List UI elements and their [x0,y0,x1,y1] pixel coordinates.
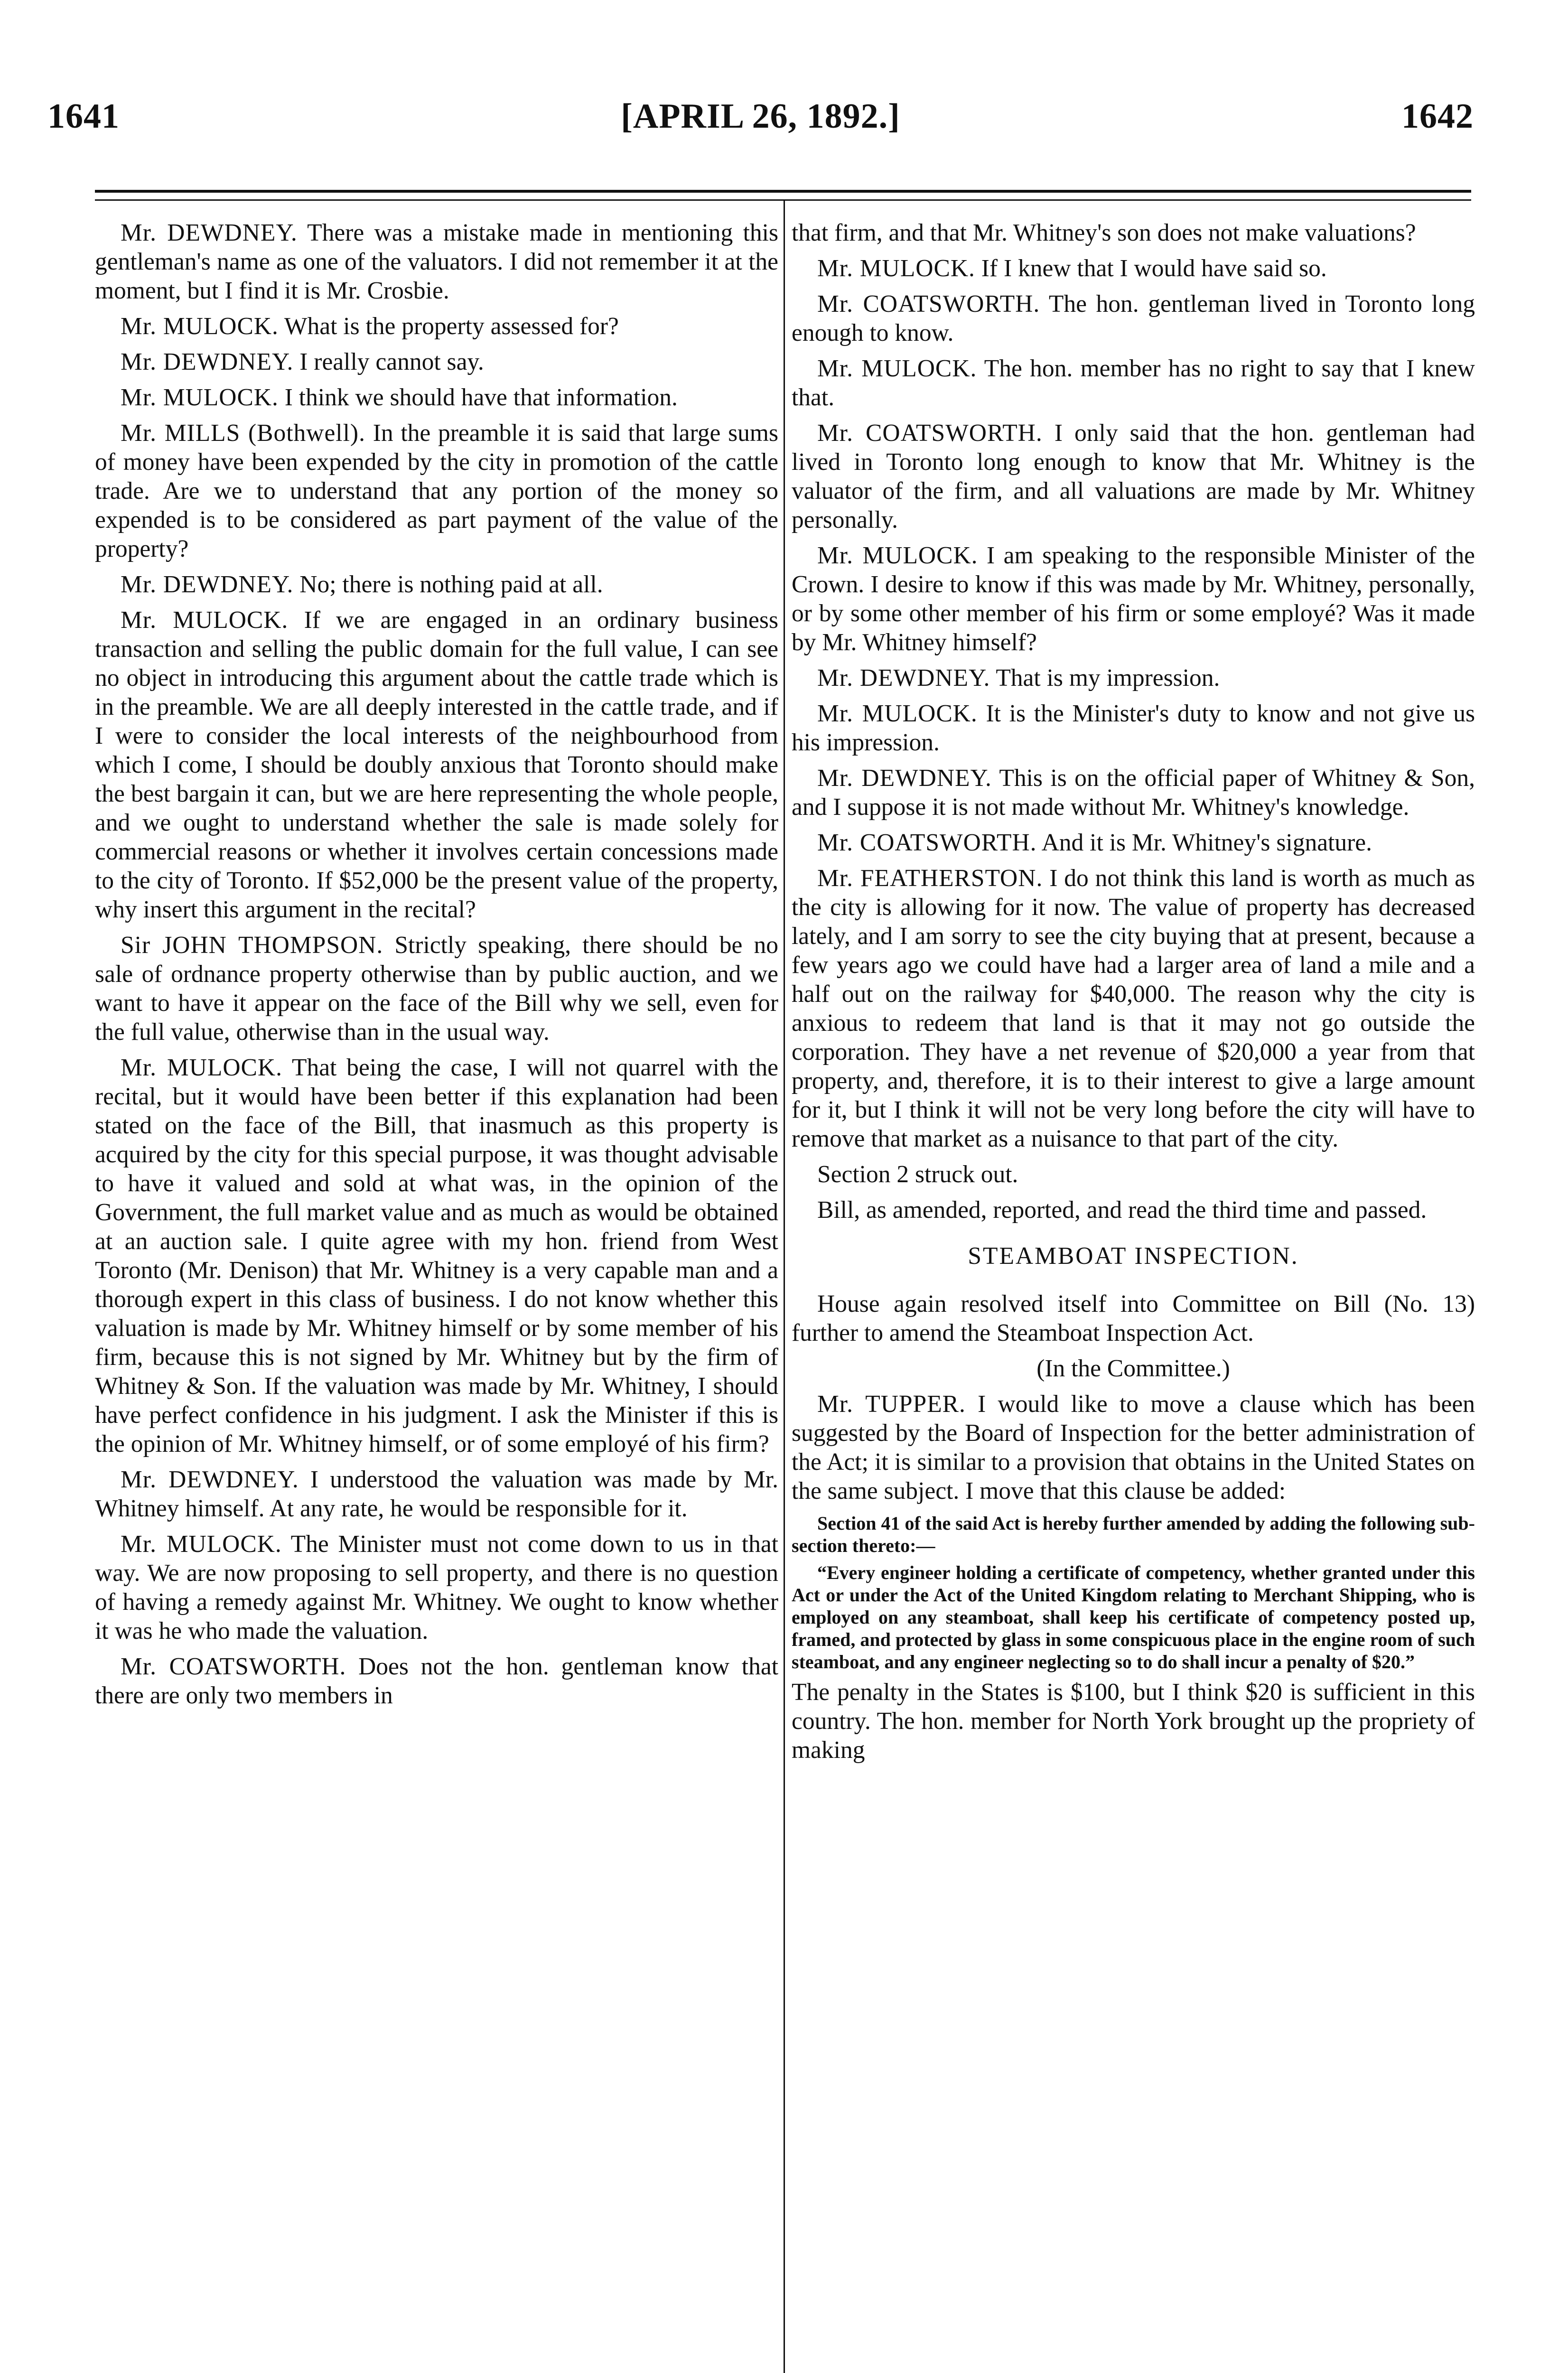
speech-paragraph [95,312,778,341]
speech-text: that firm, and that Mr. Whitney's son does not make valuations? [792,219,1416,246]
speech-text: In the preamble it is said that large sums of money have been expended by the city in promotion of the cattle trade. Are we to understand that any portion of the money so expended is to be considered as part payment of the value of the property? [95,420,778,562]
speech-paragraph [792,1196,1475,1224]
speech-text: I understood the valuation was made by Mr. Whitney himself. At any rate, he would be responsible for it. [95,1466,778,1522]
speech-paragraph [95,1652,778,1710]
speaker-name: Mr. DEWDNEY. [121,571,294,598]
speech-paragraph [792,1160,1475,1189]
speech-text: I am speaking to the responsible Minister of the Crown. I desire to know if this was made by Mr. Whitney, personally, or by some other member of his firm or some employé? Was it made by Mr. Whitney himself? [792,542,1475,656]
speech-paragraph [792,419,1475,534]
speech-text: Bill, as amended, reported, and read the third time and passed. [817,1196,1427,1224]
section-heading: STEAMBOAT INSPECTION. [968,1243,1299,1270]
speech-paragraph [95,218,778,305]
page-number-left: 1641 [47,97,120,136]
clause-text: Section 41 of the said Act is hereby further amended by adding the following sub-section thereto:— [792,1513,1475,1556]
speech-paragraph [95,347,778,376]
speech-text: The hon. member has no right to say that I knew that. [792,355,1475,411]
speech-text: Strictly speaking, there should be no sale of ordnance property otherwise than by public auction, and we want to have it appear on the face of the Bill why we sell, even for the full value, otherwise than in the usual way. [95,932,778,1046]
speaker-name: Mr. MULOCK. [121,384,279,411]
speech-paragraph [95,606,778,924]
right-column-debate [792,218,1475,1224]
speech-text: The hon. gentleman lived in Toronto long enough to know. [792,290,1475,346]
speaker-name: Mr. COATSWORTH. [121,1653,346,1680]
speaker-name: Mr. MULOCK. [121,313,279,340]
speech-text: That being the case, I will not quarrel with the recital, but it would have been better if this explanation had been stated on the face of the Bill, that inasmuch as this property is acquired by the city for this special purpose, it was thought advisable to have it valued and sold at what was, in the opinion of the Government, the full market value and as much as would be obtained at an auction sale. I quite agree with my hon. friend from West Toronto (Mr. Denison) that Mr. Whitney is a very capable man and a thorough expert in this class of business. I do not know whether this valuation is made by Mr. Whitney himself or by some member of his firm, because this is not signed by Mr. Whitney but by the firm of Whitney & Son. If the valuation was made by Mr. Whitney, I should have perfect confidence in his judgment. I ask the Minister if this is the opinion of Mr. Whitney himself, or of some employé of his firm? [95,1054,778,1457]
left-column [95,218,778,1717]
closing-paragraph: The penalty in the States is $100, but I think $20 is sufficient in this country. The hon. member for North York brought up the propriety of making [792,1679,1475,1764]
speech-text: If I knew that I would have said so. [981,255,1327,282]
speech-paragraph [792,290,1475,347]
speech-text: The Minister must not come down to us in that way. We are now proposing to sell property, and there is no question of having a remedy against Mr. Whitney. We ought to know whether it was he who made the valuation. [95,1531,778,1644]
header-rule-thick [95,190,1471,193]
speech-text: What is the property assessed for? [284,313,619,340]
speech-text: I think we should have that information. [284,384,678,411]
speech-text: I would like to move a clause which has been suggested by the Board of Inspection for the better administration of the Act; it is similar to a provision that obtains in the United States on the same subject. I move that this clause be added: [792,1391,1475,1504]
speaker-name: Mr. TUPPER. [817,1391,966,1418]
speech-paragraph [792,541,1475,657]
speech-paragraph [792,663,1475,692]
speech-paragraph [95,1530,778,1645]
speaker-name: Mr. DEWDNEY. [121,348,294,375]
page-number-right: 1642 [1401,97,1474,136]
speech-text: I only said that the hon. gentleman had lived in Toronto long enough to know that Mr. Whitney is the valuator of the firm, and all valuations are made by Mr. Whitney personally. [792,420,1475,533]
speaker-name: Mr. MULOCK. [817,255,975,282]
speech-text: It is the Minister's duty to know and not give us his impression. [792,700,1475,756]
speaker-name: Mr. MULOCK. [817,700,978,727]
speaker-name: Mr. MULOCK. [817,355,977,382]
speech-text: I do not think this land is worth as much as the city is allowing for it now. The value of property has decreased lately, and I am sorry to see the city buying that at present, because a few years ago we could have had a larger area of land a mile and a half out on the railway for $40,000. The reason why the city is anxious to redeem that land is that it may not go outside the corporation. They have a net revenue of $20,000 a year from that property, and, therefore, it is to their interest to give a large amount for it, but I think it will not be very long before the city will have to remove that market as a nuisance to that part of the city. [792,865,1475,1152]
speech-text: That is my impression. [996,664,1220,691]
speaker-name: Sir JOHN THOMPSON. [121,932,383,959]
speech-text: And it is Mr. Whitney's signature. [1041,829,1372,856]
speaker-name: Mr. DEWDNEY. [121,219,298,246]
speaker-name: Mr. DEWDNEY. [817,765,992,792]
speaker-name: Mr. MULOCK. [121,1531,282,1558]
speech-paragraph [792,828,1475,857]
speaker-name: Mr. MILLS (Bothwell). [121,420,365,447]
speech-text: There was a mistake made in mentioning this gentleman's name as one of the valuators. I did not remember it at the moment, but I find it is Mr. Crosbie. [95,219,778,304]
page-date: [APRIL 26, 1892.] [621,97,900,136]
speaker-name: Mr. DEWDNEY. [121,1466,299,1493]
speaker-name: Mr. COATSWORTH. [817,290,1040,318]
speech-text: No; there is nothing paid at all. [299,571,603,598]
speaker-name: Mr. FEATHERSTON. [817,865,1043,892]
speech-paragraph [95,931,778,1046]
speech-paragraph [792,254,1475,283]
speech-paragraph [792,699,1475,757]
speech-text: This is on the official paper of Whitney & Son, and I suppose it is not made without Mr. Whitney's knowledge. [792,765,1475,821]
speech-paragraph [792,864,1475,1153]
speech-paragraph [95,419,778,563]
speaker-name: Mr. MULOCK. [121,607,289,634]
speech-text: Section 2 struck out. [817,1161,1018,1188]
speech-paragraph [792,764,1475,822]
column-divider [784,199,785,2373]
section-intro: House again resolved itself into Committee on Bill (No. 13) further to amend the Steamboat Inspection Act. [792,1290,1475,1346]
speech-text: If we are engaged in an ordinary business transaction and selling the public domain for the full value, I can see no object in introducing this argument about the cattle trade which is in the preamble. We are all deeply interested in the cattle trade, and if I were to consider the local interests of the neighbourhood from which I come, I should be doubly anxious that Toronto should make the best bargain it can, but we are here representing the whole people, and we ought to understand whether the sale is made solely for commercial reasons or whether it involves certain concessions made to the city of Toronto. If $52,000 be the present value of the property, why insert this argument in the recital? [95,607,779,923]
right-column [792,218,1475,1771]
speech-paragraph [95,1053,778,1458]
clause-quote: “Every engineer holding a certificate of competency, whether granted under this Act or under the Act of the United Kingdom relating to Merchant Shipping, who is employed on any steamboat, shall keep his certificate of competency posted up, framed, and protected by glass in some conspicuous place in the engine room of such steamboat, and any engineer neglecting so to do shall incur a penalty of $20.” [792,1562,1475,1672]
speaker-name: Mr. DEWDNEY. [817,664,990,691]
speaker-name: Mr. MULOCK. [121,1054,282,1081]
speech-paragraph [95,1465,778,1523]
speech-text: Does not the hon. gentleman know that there are only two members in [95,1653,779,1709]
speaker-name: Mr. MULOCK. [817,542,978,569]
header-rule-thin [95,199,1471,201]
speaker-name: Mr. COATSWORTH. [817,829,1037,856]
speech-paragraph [95,570,778,599]
speech-paragraph [792,354,1475,412]
speech-paragraph [792,1390,1475,1505]
page-header [47,90,1474,147]
speech-paragraph [95,383,778,412]
speech-text: I really cannot say. [299,348,484,375]
committee-note: (In the Committee.) [1036,1355,1230,1382]
speech-paragraph [792,218,1475,247]
speaker-name: Mr. COATSWORTH. [817,420,1043,447]
